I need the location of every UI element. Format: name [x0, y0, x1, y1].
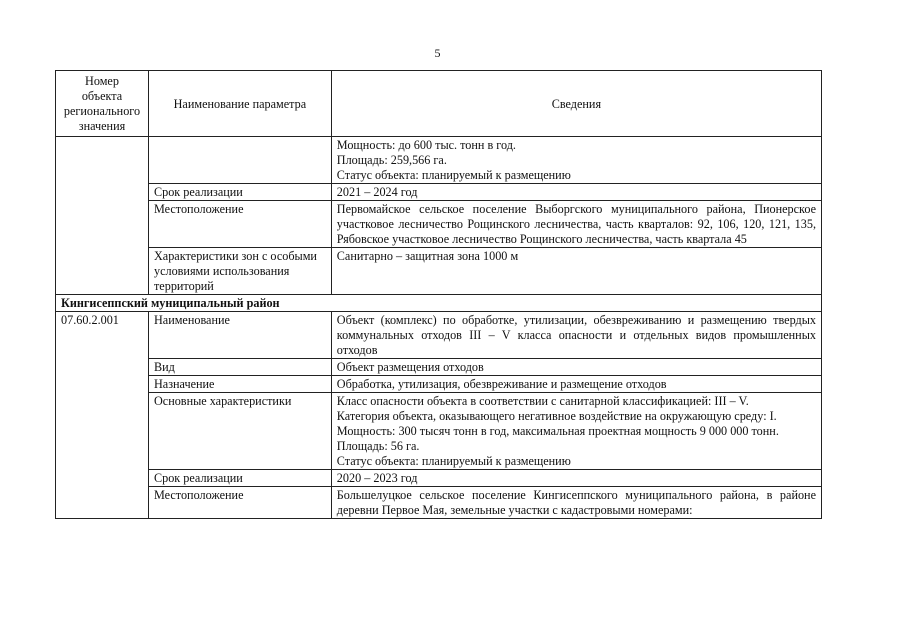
value-cell: Санитарно – защитная зона 1000 м [331, 248, 821, 295]
value-line: Статус объекта: планируемый к размещению [336, 454, 571, 468]
table-row [56, 184, 822, 201]
value-cell: 2020 – 2023 год [331, 470, 821, 487]
value-line: Класс опасности объекта в соответствии с санитарной классификацией: III – V. [336, 394, 749, 408]
table-row [56, 201, 822, 248]
value-line: Категория объекта, оказывающего негативное воздействие на окружающую среду: I. [336, 409, 777, 423]
header-line: объекта [81, 89, 123, 103]
param-cell: Наименование [148, 312, 331, 359]
object-number-cell [56, 137, 149, 295]
header-object-number [56, 71, 149, 137]
param-cell: Основные характеристики [148, 393, 331, 470]
param-cell: Характеристики зон с особыми условиями использования территорий [148, 248, 331, 295]
object-number-cell: 07.60.2.001 [56, 312, 149, 519]
header-line: значения [78, 119, 126, 133]
value-cell: Обработка, утилизация, обезвреживание и размещение отходов [331, 376, 821, 393]
value-cell: Объект (комплекс) по обработке, утилизации, обезвреживанию и размещению твердых коммунальных отходов III – V класса опасности и отдельных видов промышленных отходов [331, 312, 821, 359]
value-line: Статус объекта: планируемый к размещению [336, 168, 571, 182]
value-line: Мощность: до 600 тыс. тонн в год. [336, 138, 516, 152]
table-row [56, 248, 822, 295]
table-row [56, 376, 822, 393]
parameters-table [55, 70, 822, 519]
param-cell: Назначение [148, 376, 331, 393]
section-row [56, 295, 822, 312]
param-cell: Срок реализации [148, 470, 331, 487]
param-cell: Срок реализации [148, 184, 331, 201]
table-row [56, 312, 822, 359]
header-parameter-name: Наименование параметра [148, 71, 331, 137]
param-cell: Вид [148, 359, 331, 376]
value-cell: Большелуцкое сельское поселение Кингисеппского муниципального района, в районе деревни Первое Мая, земельные участки с кадастровыми номерами: [331, 487, 821, 519]
value-line: Мощность: 300 тысяч тонн в год, максимальная проектная мощность 9 000 000 тонн. [336, 424, 779, 438]
value-cell [331, 393, 821, 470]
page-number: 5 [434, 46, 441, 60]
value-line: Площадь: 259,566 га. [336, 153, 447, 167]
header-line: Номер [85, 74, 119, 88]
header-details: Сведения [331, 71, 821, 137]
header-line: регионального [63, 104, 141, 118]
value-cell: 2021 – 2024 год [331, 184, 821, 201]
table-row [56, 393, 822, 470]
table-row [56, 137, 822, 184]
table-row [56, 359, 822, 376]
param-cell [148, 137, 331, 184]
table-row [56, 487, 822, 519]
value-cell [331, 137, 821, 184]
table-header-row [56, 71, 822, 137]
value-cell: Первомайское сельское поселение Выборгского муниципального района, Пионерское участковое лесничество Рощинского лесничества, часть кварталов: 92, 106, 120, 121, 135, Рябовское участковое лесничество Рощинского лесничества, часть квартала 45 [331, 201, 821, 248]
section-title: Кингисеппский муниципальный район [56, 295, 822, 312]
value-cell: Объект размещения отходов [331, 359, 821, 376]
param-cell: Местоположение [148, 201, 331, 248]
value-line: Площадь: 56 га. [336, 439, 420, 453]
table-row [56, 470, 822, 487]
param-cell: Местоположение [148, 487, 331, 519]
